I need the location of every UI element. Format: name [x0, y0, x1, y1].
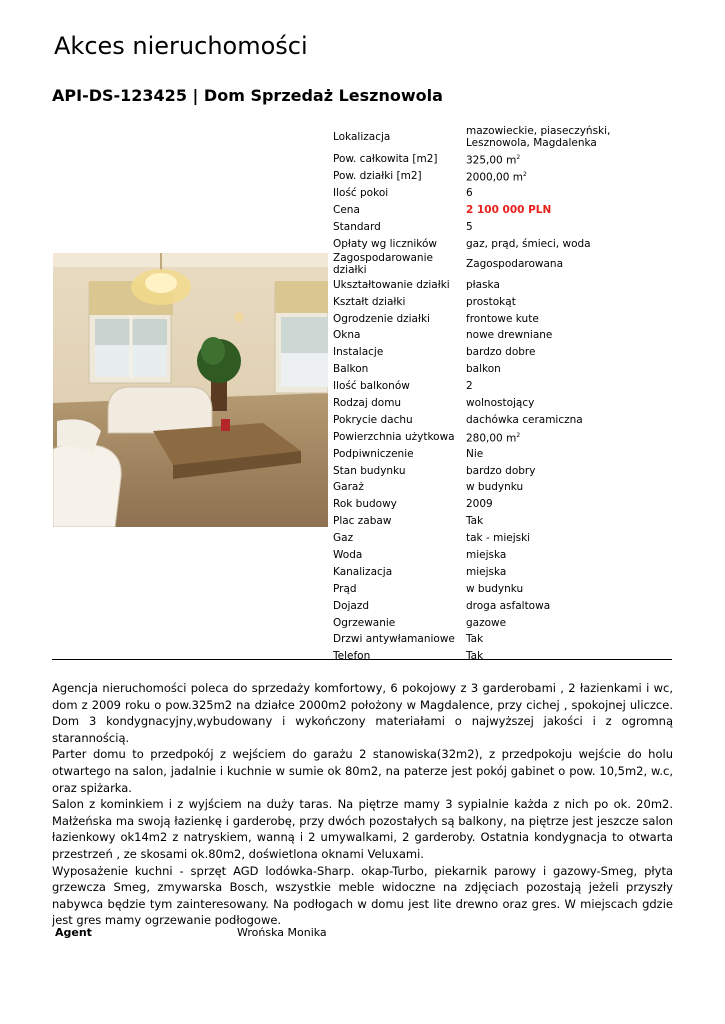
property-value-text: Nie: [466, 447, 484, 460]
property-label: Standard: [333, 221, 381, 233]
section-divider: [52, 659, 672, 660]
property-value-text: 6: [466, 187, 473, 200]
property-label: Garaż: [333, 481, 364, 494]
property-label: Pokrycie dachu: [333, 413, 413, 426]
property-value-text: 2000,00 m: [466, 171, 523, 184]
property-value-text: miejska: [466, 549, 507, 562]
property-value: [464, 631, 676, 648]
property-value-text: miejska: [466, 565, 507, 578]
property-label: Zagospodarowanie działki: [333, 252, 433, 277]
property-row: [331, 310, 676, 327]
property-value: [464, 252, 676, 276]
property-row: [331, 445, 676, 462]
property-value-text: wolnostojący: [466, 397, 535, 410]
unit-superscript: 2: [523, 171, 527, 179]
property-label: Balkon: [333, 363, 369, 376]
property-label: Podpiwniczenie: [333, 447, 414, 460]
property-row: [331, 123, 676, 151]
property-value: [464, 235, 676, 252]
description-paragraph: Salon z kominkiem i z wyjściem na duży taras. Na piętrze mamy 3 sypialnie każda z nich po ok. 20m2. Małżeńska ma swoją łazienkę i garderobę, przy dwóch pozostałych są balkony, na piętrze jest jeszcze salon łazienkowy ok14m2 z natryskiem, wanną i 2 umywalkami, 2 garderoby. Ostatnia kondygnacja to otwarta przestrzeń , ze skosami ok.80m2, doświetlona oknami Veluxami.: [52, 797, 673, 861]
property-value-text: droga asfaltowa: [466, 599, 551, 612]
property-details-table: [331, 123, 676, 665]
listing-description: [52, 680, 673, 929]
property-row: [331, 648, 676, 665]
living-room-photo: [53, 253, 328, 527]
listing-title: API-DS-123425 | Dom Sprzedaż Lesznowola: [52, 86, 443, 105]
property-row: [331, 547, 676, 564]
property-label: Ogrzewanie: [333, 616, 396, 629]
property-label: Telefon: [333, 650, 371, 663]
property-row: [331, 428, 676, 445]
property-value: [464, 648, 676, 665]
property-label: Kanalizacja: [333, 565, 393, 578]
property-value-text: Tak: [466, 650, 484, 663]
property-value: [464, 479, 676, 496]
property-label: Okna: [333, 329, 361, 342]
property-label: Ogrodzenie działki: [333, 312, 430, 325]
property-value-text: Tak: [466, 633, 484, 646]
agent-label: Agent: [55, 926, 92, 939]
property-row: [331, 496, 676, 513]
agent-name: Wrońska Monika: [237, 926, 327, 939]
property-value: [464, 310, 676, 327]
property-row: [331, 462, 676, 479]
property-label: Ilość balkonów: [333, 380, 410, 393]
property-value: [464, 293, 676, 310]
property-value-text: 325,00 m: [466, 154, 517, 167]
property-label: Pow. całkowita [m2]: [333, 153, 438, 166]
property-value: [464, 168, 676, 185]
description-paragraph: Wyposażenie kuchni - sprzęt AGD lodówka-Sharp. okap-Turbo, piekarnik parowy i gazowy-Smeg, płyta grzewcza Smeg, zmywarska Bosch, wszystkie meble widoczne na zdjęciach pozostają jeżeli przyszły nabywca będzie tym zainteresowany. Na podłogach w domu jest lite drewno oraz gres. W miejscach gdzie jest gres mamy ogrzewanie podłogowe.: [52, 863, 673, 928]
property-value-text: bardzo dobry: [466, 464, 536, 477]
property-row: [331, 614, 676, 631]
property-row: [331, 411, 676, 428]
property-value-text: bardzo dobre: [466, 346, 536, 359]
property-label: Dojazd: [333, 599, 370, 612]
property-value: [464, 344, 676, 361]
property-label: Prąd: [333, 582, 357, 595]
property-row: [331, 395, 676, 412]
property-row: [331, 202, 676, 219]
property-row: [331, 513, 676, 530]
property-value-text: Tak: [466, 515, 484, 528]
property-value-text: gaz, prąd, śmieci, woda: [466, 237, 591, 250]
property-value: [464, 219, 676, 236]
property-row: [331, 580, 676, 597]
property-label: Opłaty wg liczników: [333, 237, 438, 250]
property-value-text: 2009: [466, 498, 493, 511]
property-label: Instalacje: [333, 346, 384, 359]
property-label: Drzwi antywłamaniowe: [333, 633, 455, 646]
property-value: [464, 202, 676, 219]
property-value-text: 5: [466, 221, 473, 233]
property-label: Plac zabaw: [333, 515, 392, 528]
property-label: Rok budowy: [333, 498, 397, 511]
property-row: [331, 479, 676, 496]
property-label: Ilość pokoi: [333, 187, 389, 200]
property-value: [464, 378, 676, 395]
property-label: Ukształtowanie działki: [333, 278, 450, 291]
property-label: Cena: [333, 204, 360, 217]
property-value-text: dachówka ceramiczna: [466, 413, 583, 426]
property-value: [464, 151, 676, 168]
property-row: [331, 168, 676, 185]
unit-superscript: 2: [516, 154, 521, 162]
brand-name: Akces nieruchomości: [54, 32, 308, 60]
property-row: [331, 344, 676, 361]
property-label: Powierzchnia użytkowa: [333, 430, 455, 443]
property-value: [464, 428, 676, 445]
property-value: [464, 411, 676, 428]
property-row: [331, 151, 676, 168]
property-value-text: Zagospodarowana: [466, 258, 563, 271]
property-value: [464, 123, 676, 151]
property-label: Woda: [333, 549, 363, 562]
property-value: [464, 276, 676, 293]
description-paragraph: Parter domu to przedpokój z wejściem do garażu 2 stanowiska(32m2), z przedpokoju wejście do holu otwartego na salon, jadalnie i kuchnie w sumie ok 80m2, na paterze jest pokój gabinet o pow. 10,5m2, w.c, oraz spiżarka.: [52, 747, 673, 795]
property-label: Gaz: [333, 532, 354, 545]
property-row: [331, 276, 676, 293]
property-value-text: frontowe kute: [466, 312, 539, 325]
property-value: [464, 327, 676, 344]
property-value-text: w budynku: [466, 481, 524, 494]
description-paragraph: Agencja nieruchomości poleca do sprzedaży komfortowy, 6 pokojowy z 3 garderobami , 2 łazienkami i wc, dom z 2009 roku o pow.325m2 na działce 2000m2 położony w Magdalence, przy cichej , spokojnej uliczce. Dom 3 kondygnacyjny,wybudowany i wykończony materiałami o najwyższej jakości i z ogromną starannością.: [52, 681, 673, 745]
property-row: [331, 327, 676, 344]
property-value-text: 2: [466, 380, 473, 393]
property-value: [464, 614, 676, 631]
property-value: [464, 445, 676, 462]
property-row: [331, 597, 676, 614]
property-row: [331, 378, 676, 395]
property-value: [464, 563, 676, 580]
property-label: Rodzaj domu: [333, 397, 402, 410]
property-row: [331, 252, 676, 276]
property-value-text: 2 100 000 PLN: [466, 204, 552, 217]
property-value-text: mazowieckie, piaseczyński, Lesznowola, Magdalenka: [466, 125, 611, 149]
property-value: [464, 547, 676, 564]
property-row: [331, 631, 676, 648]
property-row: [331, 219, 676, 236]
property-row: [331, 185, 676, 202]
property-row: [331, 293, 676, 310]
property-label: Stan budynku: [333, 464, 406, 477]
property-value: [464, 496, 676, 513]
property-value-text: balkon: [466, 363, 501, 376]
property-value: [464, 395, 676, 412]
property-row: [331, 563, 676, 580]
property-value-text: w budynku: [466, 582, 524, 595]
property-row: [331, 235, 676, 252]
property-value-text: 280,00 m: [466, 432, 517, 445]
property-value: [464, 462, 676, 479]
property-label: Kształt działki: [333, 295, 406, 308]
property-value: [464, 580, 676, 597]
property-value-text: nowe drewniane: [466, 329, 553, 342]
property-value-text: prostokąt: [466, 295, 516, 308]
property-value: [464, 513, 676, 530]
unit-superscript: 2: [516, 431, 521, 439]
property-value: [464, 185, 676, 202]
property-value-text: tak - miejski: [466, 532, 531, 545]
property-row: [331, 361, 676, 378]
property-label: Lokalizacja: [333, 131, 391, 143]
property-value-text: płaska: [466, 278, 500, 291]
property-value: [464, 361, 676, 378]
property-value-text: gazowe: [466, 616, 507, 629]
property-value: [464, 530, 676, 547]
property-row: [331, 530, 676, 547]
property-value: [464, 597, 676, 614]
property-label: Pow. działki [m2]: [333, 170, 422, 183]
